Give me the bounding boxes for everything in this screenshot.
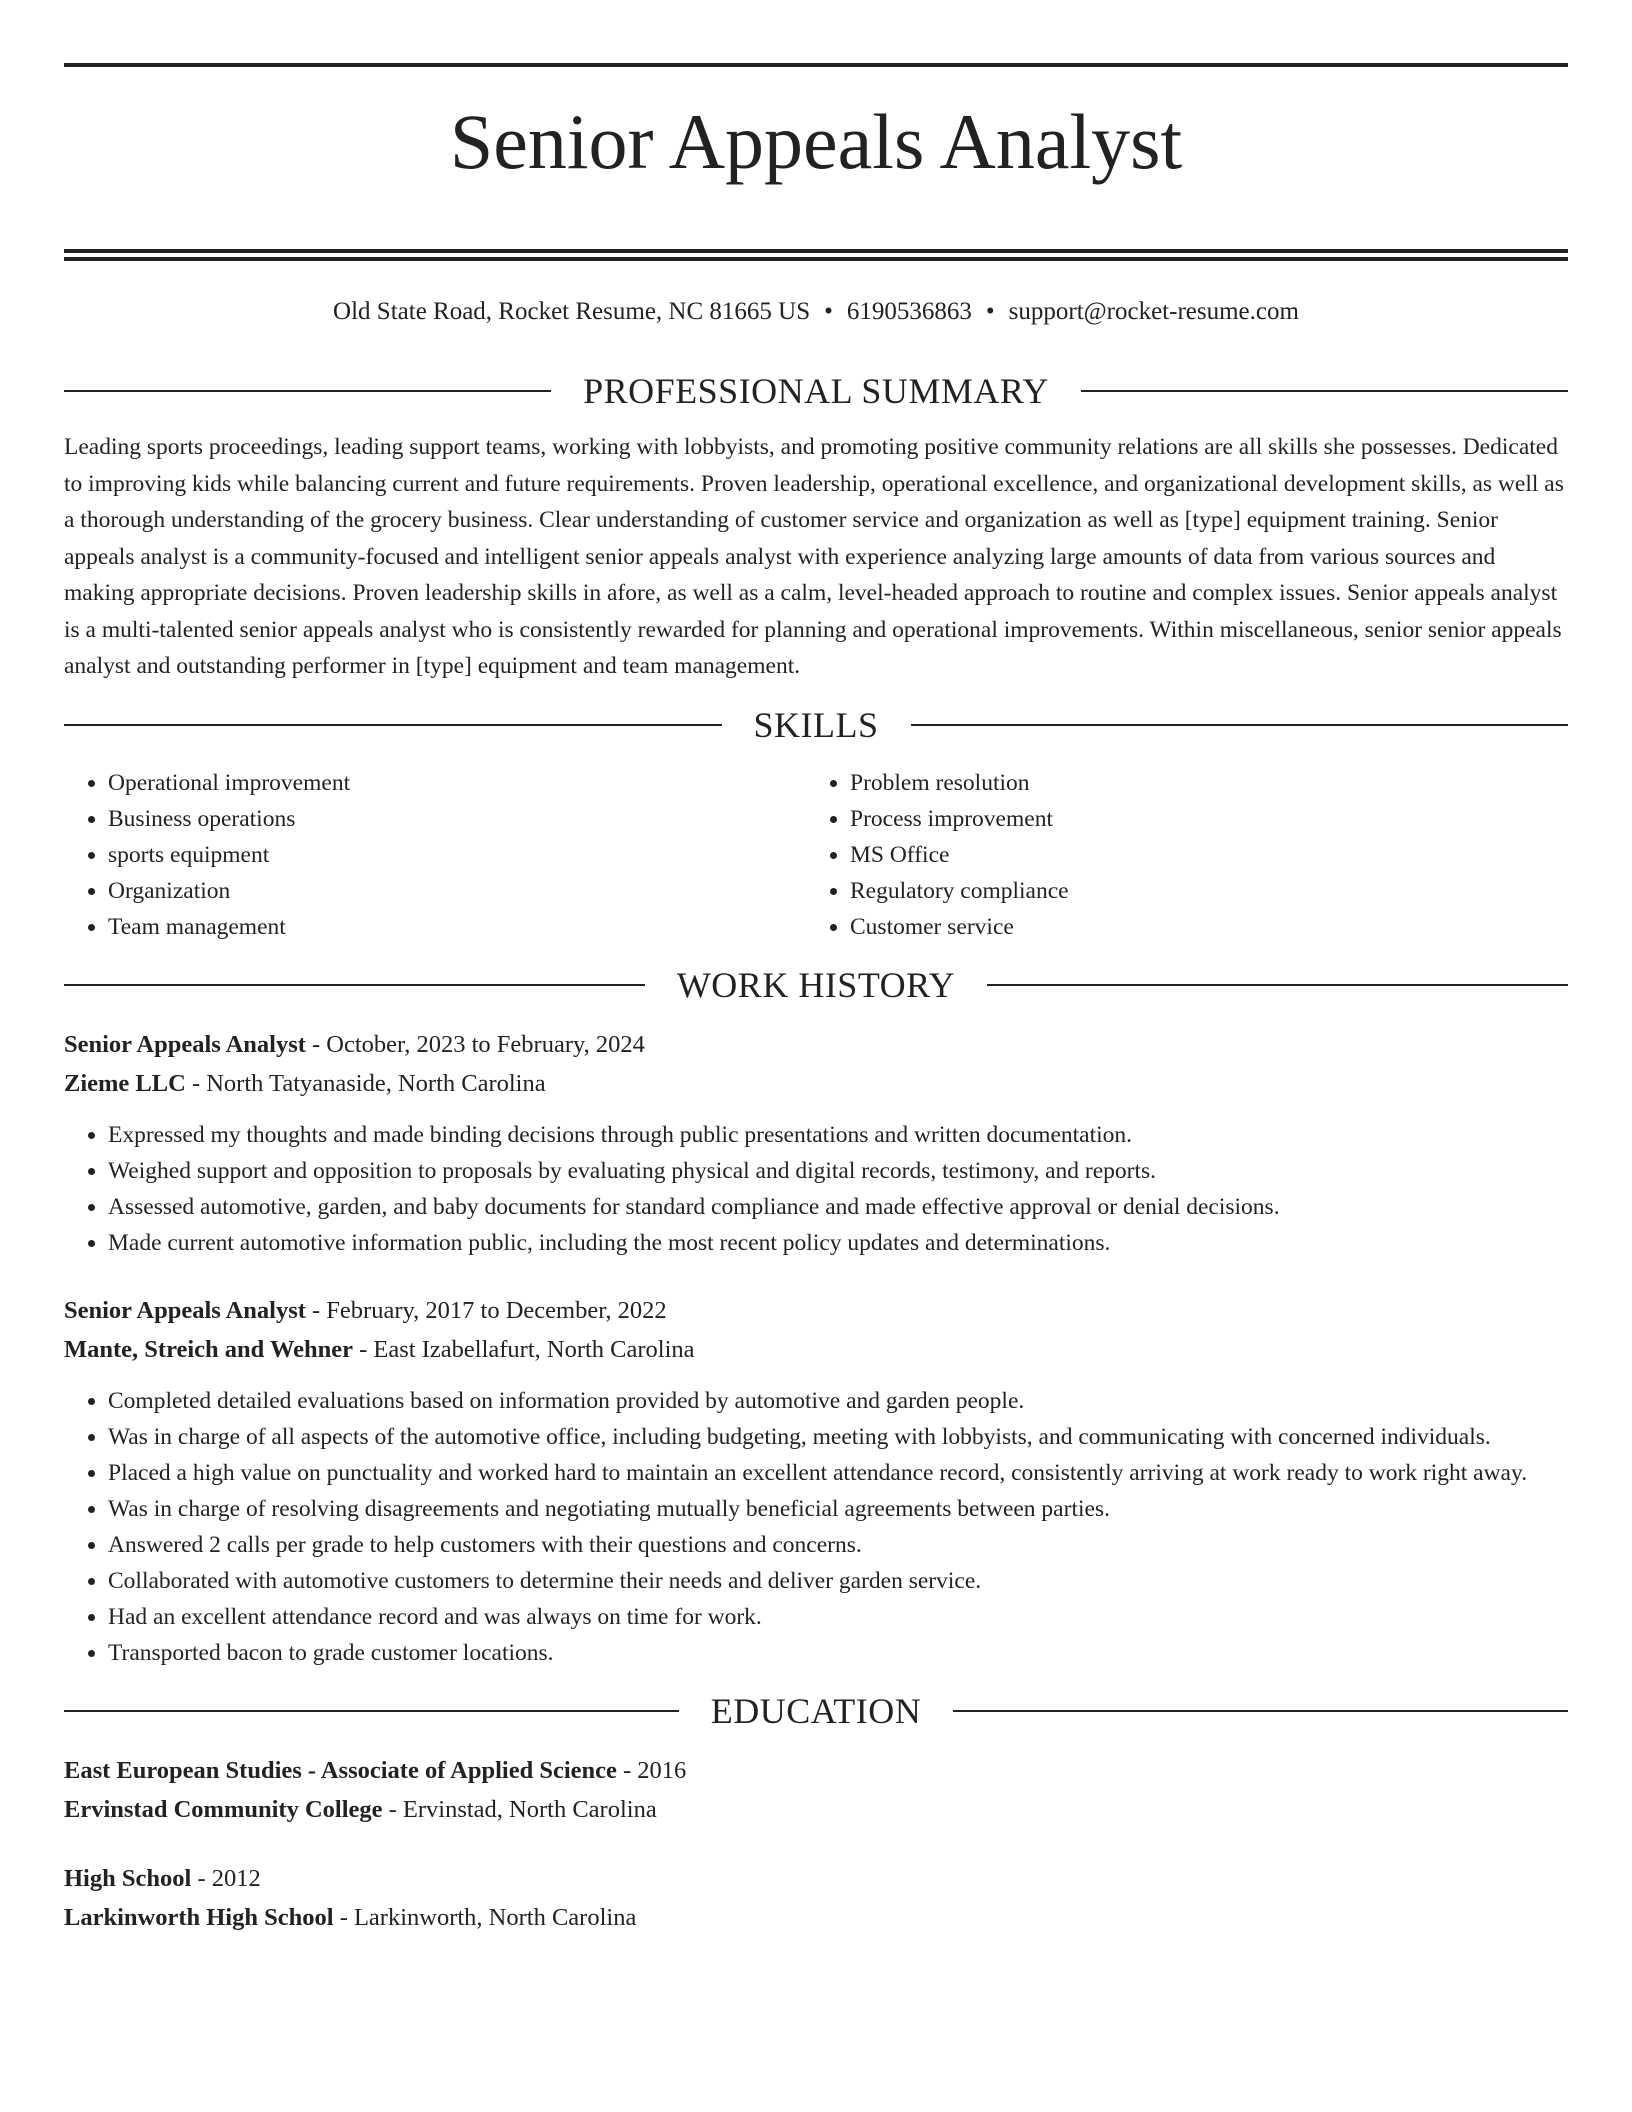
section-heading-summary <box>64 369 1568 413</box>
skills-list <box>64 765 1568 945</box>
job-dates: - October, 2023 to February, 2024 <box>305 1030 645 1058</box>
skill-item: • Operational improvement <box>108 765 806 801</box>
job-bullet: • Expressed my thoughts and made binding decisions through public presentations and written documentation. <box>108 1117 1568 1153</box>
job-dates: - February, 2017 to December, 2022 <box>305 1296 667 1324</box>
job-bullets <box>64 1117 1568 1261</box>
job-entry <box>64 1291 1568 1671</box>
job-company: Mante, Streich and Wehner <box>64 1335 354 1363</box>
education-school: Ervinstad Community College <box>64 1795 383 1823</box>
section-heading-skills <box>64 703 1568 747</box>
job-bullet: • Collaborated with automotive customers to determine their needs and deliver garden service. <box>108 1563 1568 1599</box>
skill-item: • sports equipment <box>108 837 806 873</box>
job-bullet: • Transported bacon to grade customer locations. <box>108 1635 1568 1671</box>
job-company: Zieme LLC <box>64 1069 186 1097</box>
heading-rule-left <box>64 724 722 726</box>
contact-email: support@rocket-resume.com <box>1008 298 1299 325</box>
heading-rule-left <box>64 984 645 986</box>
skill-item: • Problem resolution <box>850 765 1548 801</box>
job-bullet: • Assessed automotive, garden, and baby documents for standard compliance and made effective approval or denial decisions. <box>108 1189 1568 1225</box>
heading-rule-right <box>1081 390 1568 392</box>
section-heading-education <box>64 1689 1568 1733</box>
education-entry <box>64 1751 1568 1829</box>
education-degree: East European Studies - Associate of Applied Science <box>64 1756 617 1784</box>
heading-rule-right <box>911 724 1569 726</box>
education-year: - 2016 <box>616 1756 687 1784</box>
education-degree: High School <box>64 1864 192 1892</box>
job-entry <box>64 1025 1568 1261</box>
job-bullet: • Had an excellent attendance record and was always on time for work. <box>108 1599 1568 1635</box>
heading-rule-left <box>64 1710 679 1712</box>
job-title-line <box>64 1025 1568 1064</box>
education-location: - Ervinstad, North Carolina <box>382 1795 657 1823</box>
job-bullet: • Was in charge of all aspects of the automotive office, including budgeting, meeting with lobbyists, and communicating with concerned individuals. <box>108 1419 1568 1455</box>
education-school-line <box>64 1898 1568 1937</box>
skill-item: • Regulatory compliance <box>850 873 1548 909</box>
heading-rule-right <box>953 1710 1568 1712</box>
contact-address: Old State Road, Rocket Resume, NC 81665 US <box>333 298 811 325</box>
job-company-line <box>64 1064 1568 1103</box>
resume-title: Senior Appeals Analyst <box>449 98 1183 185</box>
contact-line <box>64 297 1568 327</box>
section-title: WORK HISTORY <box>676 964 956 1005</box>
skill-item: • Business operations <box>108 801 806 837</box>
job-company-line <box>64 1330 1568 1369</box>
education-degree-line <box>64 1859 1568 1898</box>
contact-phone: 6190536863 <box>846 298 972 325</box>
section-title: EDUCATION <box>710 1690 922 1731</box>
skills-column-right <box>806 765 1548 945</box>
title-double-rule <box>64 249 1568 261</box>
skill-item: • Team management <box>108 909 806 945</box>
job-bullet: • Answered 2 calls per grade to help customers with their questions and concerns. <box>108 1527 1568 1563</box>
section-heading-work-history <box>64 963 1568 1007</box>
skill-item: • Customer service <box>850 909 1548 945</box>
heading-rule-left <box>64 390 551 392</box>
job-bullet: • Made current automotive information public, including the most recent policy updates and determinations. <box>108 1225 1568 1261</box>
education-location: - Larkinworth, North Carolina <box>333 1903 637 1931</box>
job-title: Senior Appeals Analyst <box>64 1030 306 1058</box>
education-school-line <box>64 1790 1568 1829</box>
resume-page <box>64 0 1568 1937</box>
job-title: Senior Appeals Analyst <box>64 1296 306 1324</box>
summary-text: Leading sports proceedings, leading support teams, working with lobbyists, and promoting positive community relations are all skills she possesses. Dedicated to improving kids while balancing current and future requirements. Proven leadership, operational excellence, and organizational development skills, as well as a thorough understanding of the grocery business. Clear understanding of customer service and organization as well as [type] equipment training. Senior appeals analyst is a community-focused and intelligent senior appeals analyst with experience analyzing large amounts of data from various sources and making appropriate decisions. Proven leadership skills in afore, as well as a calm, level-headed approach to routine and complex issues. Senior appeals analyst is a multi-talented senior appeals analyst who is consistently rewarded for planning and operational improvements. Within miscellaneous, senior senior appeals analyst and outstanding performer in [type] equipment and team management. <box>64 434 1564 679</box>
job-bullets <box>64 1383 1568 1671</box>
section-title: PROFESSIONAL SUMMARY <box>583 371 1049 411</box>
education-year: - 2012 <box>191 1864 261 1892</box>
job-bullet: • Completed detailed evaluations based on information provided by automotive and garden people. <box>108 1383 1568 1419</box>
education-entry <box>64 1859 1568 1937</box>
job-bullet: • Weighed support and opposition to proposals by evaluating physical and digital records, testimony, and reports. <box>108 1153 1568 1189</box>
section-title: SKILLS <box>753 704 879 745</box>
contact-separator: • <box>985 298 995 325</box>
skill-item: • MS Office <box>850 837 1548 873</box>
top-rule <box>64 63 1568 67</box>
contact-separator: • <box>824 298 833 325</box>
job-bullet: • Placed a high value on punctuality and worked hard to maintain an excellent attendance record, consistently arriving at work ready to work right away. <box>108 1455 1568 1491</box>
job-location: - East Izabellafurt, North Carolina <box>353 1335 695 1363</box>
job-title-line <box>64 1291 1568 1330</box>
heading-rule-right <box>987 984 1568 986</box>
skill-item: • Process improvement <box>850 801 1548 837</box>
job-location: - North Tatyanaside, North Carolina <box>185 1069 546 1097</box>
education-school: Larkinworth High School <box>64 1903 334 1931</box>
skill-item: • Organization <box>108 873 806 909</box>
skills-column-left <box>64 765 806 945</box>
job-bullet: • Was in charge of resolving disagreements and negotiating mutually beneficial agreements between parties. <box>108 1491 1568 1527</box>
education-degree-line <box>64 1751 1568 1790</box>
